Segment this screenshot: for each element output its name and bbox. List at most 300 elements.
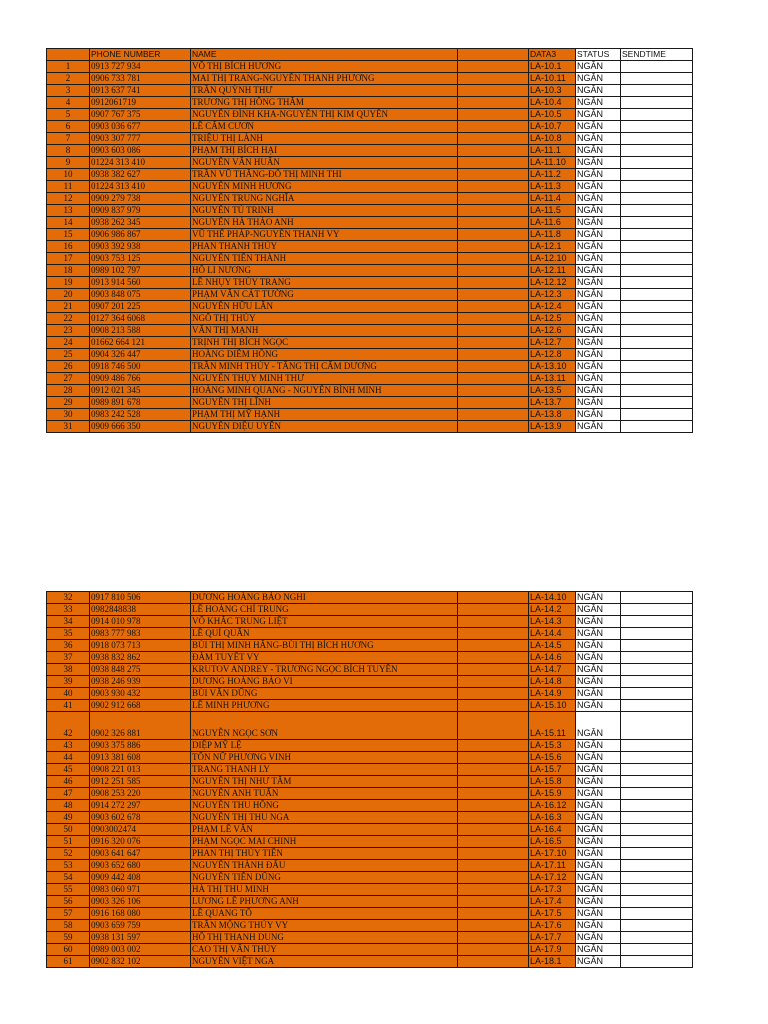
- data3-cell[interactable]: LA-15.7: [529, 764, 576, 776]
- empty-cell[interactable]: [458, 604, 529, 616]
- data3-cell[interactable]: LA-18.1: [529, 956, 576, 968]
- name-cell[interactable]: HỒ THỊ THANH DUNG: [191, 932, 458, 944]
- name-cell[interactable]: NGUYỄN ANH TUẤN: [191, 788, 458, 800]
- name-cell[interactable]: BÙI THỊ MINH HẰNG-BÙI THỊ BÍCH HƯƠNG: [191, 640, 458, 652]
- status-cell[interactable]: NGÂN: [576, 764, 621, 776]
- data3-cell[interactable]: LA-12.1: [529, 241, 576, 253]
- data3-cell[interactable]: LA-12.11: [529, 265, 576, 277]
- header-empty-cell[interactable]: [458, 49, 529, 61]
- phone-cell[interactable]: 0127 364 6068: [90, 313, 191, 325]
- name-cell[interactable]: PHẠM LÊ VÂN: [191, 824, 458, 836]
- empty-cell[interactable]: [458, 944, 529, 956]
- name-cell[interactable]: TRẦN MINH THỦY - TĂNG THỊ CẨM DƯƠNG: [191, 361, 458, 373]
- status-cell[interactable]: NGÂN: [576, 800, 621, 812]
- header-status[interactable]: STATUS: [576, 49, 621, 61]
- empty-cell[interactable]: [458, 193, 529, 205]
- phone-cell[interactable]: 0903 641 647: [90, 848, 191, 860]
- empty-cell[interactable]: [458, 133, 529, 145]
- empty-cell[interactable]: [458, 205, 529, 217]
- status-cell[interactable]: NGÂN: [576, 944, 621, 956]
- data3-cell[interactable]: LA-14.2: [529, 604, 576, 616]
- phone-cell[interactable]: 0907 767 375: [90, 109, 191, 121]
- data3-cell[interactable]: LA-11.4: [529, 193, 576, 205]
- status-cell[interactable]: NGÂN: [576, 752, 621, 764]
- row-number[interactable]: 17: [47, 253, 90, 265]
- row-number[interactable]: 43: [47, 740, 90, 752]
- status-cell[interactable]: NGÂN: [576, 265, 621, 277]
- status-cell[interactable]: NGÂN: [576, 616, 621, 628]
- name-cell[interactable]: LÊ QUANG TÔ: [191, 908, 458, 920]
- empty-cell[interactable]: [458, 349, 529, 361]
- data3-cell[interactable]: LA-10.4: [529, 97, 576, 109]
- data3-cell[interactable]: LA-12.5: [529, 313, 576, 325]
- sendtime-cell[interactable]: [621, 337, 693, 349]
- data3-cell[interactable]: LA-12.12: [529, 277, 576, 289]
- row-number[interactable]: 37: [47, 652, 90, 664]
- data3-cell[interactable]: LA-17.4: [529, 896, 576, 908]
- empty-cell[interactable]: [458, 409, 529, 421]
- phone-cell[interactable]: 0903 848 075: [90, 289, 191, 301]
- status-cell[interactable]: NGÂN: [576, 217, 621, 229]
- empty-cell[interactable]: [458, 85, 529, 97]
- empty-cell[interactable]: [458, 337, 529, 349]
- status-cell[interactable]: NGÂN: [576, 896, 621, 908]
- sendtime-cell[interactable]: [621, 884, 693, 896]
- data3-cell[interactable]: LA-16.12: [529, 800, 576, 812]
- row-number[interactable]: 24: [47, 337, 90, 349]
- name-cell[interactable]: TRIỆU THỊ LÀNH: [191, 133, 458, 145]
- data3-cell[interactable]: LA-11.2: [529, 169, 576, 181]
- phone-cell[interactable]: 0909 442 408: [90, 872, 191, 884]
- name-cell[interactable]: DIỆP MỸ LỆ: [191, 740, 458, 752]
- data3-cell[interactable]: LA-16.3: [529, 812, 576, 824]
- data3-cell[interactable]: LA-17.10: [529, 848, 576, 860]
- name-cell[interactable]: LƯƠNG LÊ PHƯƠNG ANH: [191, 896, 458, 908]
- empty-cell[interactable]: [458, 812, 529, 824]
- phone-cell[interactable]: 0904 326 447: [90, 349, 191, 361]
- row-number[interactable]: 45: [47, 764, 90, 776]
- status-cell[interactable]: NGÂN: [576, 289, 621, 301]
- row-number[interactable]: 55: [47, 884, 90, 896]
- sendtime-cell[interactable]: [621, 277, 693, 289]
- empty-cell[interactable]: [458, 664, 529, 676]
- name-cell[interactable]: NGUYỄN HỮU LÂN: [191, 301, 458, 313]
- row-number[interactable]: 31: [47, 421, 90, 433]
- row-number[interactable]: 6: [47, 121, 90, 133]
- data3-cell[interactable]: LA-10.7: [529, 121, 576, 133]
- sendtime-cell[interactable]: [621, 409, 693, 421]
- status-cell[interactable]: NGÂN: [576, 920, 621, 932]
- status-cell[interactable]: NGÂN: [576, 740, 621, 752]
- name-cell[interactable]: TRANG THANH LY: [191, 764, 458, 776]
- row-number[interactable]: 27: [47, 373, 90, 385]
- row-number[interactable]: 58: [47, 920, 90, 932]
- phone-cell[interactable]: 0983 777 983: [90, 628, 191, 640]
- empty-cell[interactable]: [458, 169, 529, 181]
- empty-cell[interactable]: [458, 776, 529, 788]
- empty-cell[interactable]: [458, 217, 529, 229]
- phone-cell[interactable]: 01662 664 121: [90, 337, 191, 349]
- empty-cell[interactable]: [458, 848, 529, 860]
- sendtime-cell[interactable]: [621, 776, 693, 788]
- name-cell[interactable]: NGUYỄN THỤY MINH THƯ: [191, 373, 458, 385]
- status-cell[interactable]: NGÂN: [576, 61, 621, 73]
- status-cell[interactable]: NGÂN: [576, 640, 621, 652]
- sendtime-cell[interactable]: [621, 373, 693, 385]
- sendtime-cell[interactable]: [621, 265, 693, 277]
- empty-cell[interactable]: [458, 97, 529, 109]
- sendtime-cell[interactable]: [621, 205, 693, 217]
- data3-cell[interactable]: LA-14.6: [529, 652, 576, 664]
- phone-cell[interactable]: 0907 201 225: [90, 301, 191, 313]
- phone-cell[interactable]: 0917 810 506: [90, 592, 191, 604]
- row-number[interactable]: 16: [47, 241, 90, 253]
- name-cell[interactable]: TRƯƠNG THỊ HỒNG THẮM: [191, 97, 458, 109]
- data3-cell[interactable]: LA-15.6: [529, 752, 576, 764]
- empty-cell[interactable]: [458, 652, 529, 664]
- data3-cell[interactable]: LA-14.4: [529, 628, 576, 640]
- data3-cell[interactable]: LA-11.5: [529, 205, 576, 217]
- phone-cell[interactable]: 01224 313 410: [90, 157, 191, 169]
- name-cell[interactable]: ĐÀM TUYẾT VY: [191, 652, 458, 664]
- phone-cell[interactable]: 0989 102 797: [90, 265, 191, 277]
- phone-cell[interactable]: 0913 637 741: [90, 85, 191, 97]
- name-cell[interactable]: TRỊNH THỊ BÍCH NGỌC: [191, 337, 458, 349]
- row-number[interactable]: 2: [47, 73, 90, 85]
- row-number[interactable]: 38: [47, 664, 90, 676]
- empty-cell[interactable]: [458, 740, 529, 752]
- sendtime-cell[interactable]: [621, 932, 693, 944]
- empty-cell[interactable]: [458, 788, 529, 800]
- empty-cell[interactable]: [458, 397, 529, 409]
- phone-cell[interactable]: 0908 221 013: [90, 764, 191, 776]
- phone-cell[interactable]: 0906 986 867: [90, 229, 191, 241]
- data3-cell[interactable]: LA-11.8: [529, 229, 576, 241]
- phone-cell[interactable]: 0903 602 678: [90, 812, 191, 824]
- data3-cell[interactable]: LA-10.1: [529, 61, 576, 73]
- phone-cell[interactable]: 0914 010 978: [90, 616, 191, 628]
- empty-cell[interactable]: [458, 73, 529, 85]
- data3-cell[interactable]: LA-15.9: [529, 788, 576, 800]
- row-number[interactable]: 47: [47, 788, 90, 800]
- name-cell[interactable]: TRẦN QUỲNH THƯ: [191, 85, 458, 97]
- phone-cell[interactable]: 0903 930 432: [90, 688, 191, 700]
- row-number[interactable]: 5: [47, 109, 90, 121]
- sendtime-cell[interactable]: [621, 956, 693, 968]
- row-number[interactable]: 59: [47, 932, 90, 944]
- row-number[interactable]: 48: [47, 800, 90, 812]
- sendtime-cell[interactable]: [621, 241, 693, 253]
- name-cell[interactable]: PHAN THỊ THỦY TIÊN: [191, 848, 458, 860]
- row-number[interactable]: 22: [47, 313, 90, 325]
- name-cell[interactable]: HỒ LI NƯƠNG: [191, 265, 458, 277]
- sendtime-cell[interactable]: [621, 800, 693, 812]
- name-cell[interactable]: NGUYỄN HÀ THẢO ANH: [191, 217, 458, 229]
- header-name[interactable]: NAME: [191, 49, 458, 61]
- data3-cell[interactable]: LA-10.8: [529, 133, 576, 145]
- status-cell[interactable]: NGÂN: [576, 712, 621, 740]
- row-number[interactable]: 25: [47, 349, 90, 361]
- data3-cell[interactable]: LA-13.11: [529, 373, 576, 385]
- sendtime-cell[interactable]: [621, 872, 693, 884]
- data3-cell[interactable]: LA-15.3: [529, 740, 576, 752]
- empty-cell[interactable]: [458, 836, 529, 848]
- phone-cell[interactable]: 0903 036 677: [90, 121, 191, 133]
- row-number[interactable]: 23: [47, 325, 90, 337]
- status-cell[interactable]: NGÂN: [576, 385, 621, 397]
- status-cell[interactable]: NGÂN: [576, 229, 621, 241]
- row-number[interactable]: 20: [47, 289, 90, 301]
- data3-cell[interactable]: LA-17.3: [529, 884, 576, 896]
- name-cell[interactable]: VĂN THỊ MẠNH: [191, 325, 458, 337]
- data3-cell[interactable]: LA-12.7: [529, 337, 576, 349]
- status-cell[interactable]: NGÂN: [576, 604, 621, 616]
- phone-cell[interactable]: 0913 914 560: [90, 277, 191, 289]
- empty-cell[interactable]: [458, 109, 529, 121]
- name-cell[interactable]: TÔN NỮ PHƯƠNG VINH: [191, 752, 458, 764]
- status-cell[interactable]: NGÂN: [576, 277, 621, 289]
- name-cell[interactable]: NGÔ THỊ THÚY: [191, 313, 458, 325]
- name-cell[interactable]: CAO THỊ VÂN THÚY: [191, 944, 458, 956]
- status-cell[interactable]: NGÂN: [576, 241, 621, 253]
- row-number[interactable]: 35: [47, 628, 90, 640]
- name-cell[interactable]: TRẦN MỘNG THÚY VY: [191, 920, 458, 932]
- empty-cell[interactable]: [458, 700, 529, 712]
- data3-cell[interactable]: LA-12.4: [529, 301, 576, 313]
- row-number[interactable]: 46: [47, 776, 90, 788]
- name-cell[interactable]: PHẠM NGỌC MAI CHINH: [191, 836, 458, 848]
- name-cell[interactable]: LÊ HOÀNG CHÍ TRUNG: [191, 604, 458, 616]
- sendtime-cell[interactable]: [621, 61, 693, 73]
- phone-cell[interactable]: 0938 848 275: [90, 664, 191, 676]
- sendtime-cell[interactable]: [621, 421, 693, 433]
- data3-cell[interactable]: LA-11.1: [529, 145, 576, 157]
- status-cell[interactable]: NGÂN: [576, 836, 621, 848]
- status-cell[interactable]: NGÂN: [576, 872, 621, 884]
- row-number[interactable]: 18: [47, 265, 90, 277]
- sendtime-cell[interactable]: [621, 604, 693, 616]
- status-cell[interactable]: NGÂN: [576, 301, 621, 313]
- sendtime-cell[interactable]: [621, 640, 693, 652]
- phone-cell[interactable]: 0902 326 881: [90, 712, 191, 740]
- phone-cell[interactable]: 0989 891 678: [90, 397, 191, 409]
- data3-cell[interactable]: LA-10.3: [529, 85, 576, 97]
- sendtime-cell[interactable]: [621, 97, 693, 109]
- data3-cell[interactable]: LA-13.8: [529, 409, 576, 421]
- data3-cell[interactable]: LA-16.4: [529, 824, 576, 836]
- sendtime-cell[interactable]: [621, 812, 693, 824]
- phone-cell[interactable]: 0916 320 076: [90, 836, 191, 848]
- empty-cell[interactable]: [458, 712, 529, 740]
- phone-cell[interactable]: 0903 392 938: [90, 241, 191, 253]
- row-number[interactable]: 36: [47, 640, 90, 652]
- name-cell[interactable]: TRẦN VŨ THĂNG-ĐỖ THỊ MINH THI: [191, 169, 458, 181]
- name-cell[interactable]: NGUYỄN VIỆT NGA: [191, 956, 458, 968]
- sendtime-cell[interactable]: [621, 325, 693, 337]
- data3-cell[interactable]: LA-11.6: [529, 217, 576, 229]
- row-number[interactable]: 51: [47, 836, 90, 848]
- name-cell[interactable]: NGUYỄN MINH HƯƠNG: [191, 181, 458, 193]
- name-cell[interactable]: NGUYỄN THỊ LĨNH: [191, 397, 458, 409]
- status-cell[interactable]: NGÂN: [576, 932, 621, 944]
- row-number[interactable]: 50: [47, 824, 90, 836]
- sendtime-cell[interactable]: [621, 628, 693, 640]
- sendtime-cell[interactable]: [621, 133, 693, 145]
- phone-cell[interactable]: 0938 262 345: [90, 217, 191, 229]
- name-cell[interactable]: MAI THỊ TRANG-NGUYỄN THANH PHƯƠNG: [191, 73, 458, 85]
- sendtime-cell[interactable]: [621, 740, 693, 752]
- row-number[interactable]: 39: [47, 676, 90, 688]
- data3-cell[interactable]: LA-14.8: [529, 676, 576, 688]
- data3-cell[interactable]: LA-17.11: [529, 860, 576, 872]
- data3-cell[interactable]: LA-14.9: [529, 688, 576, 700]
- status-cell[interactable]: NGÂN: [576, 73, 621, 85]
- sendtime-cell[interactable]: [621, 752, 693, 764]
- data3-cell[interactable]: LA-13.5: [529, 385, 576, 397]
- phone-cell[interactable]: 0918 073 713: [90, 640, 191, 652]
- phone-cell[interactable]: 0916 168 080: [90, 908, 191, 920]
- data3-cell[interactable]: LA-15.10: [529, 700, 576, 712]
- status-cell[interactable]: NGÂN: [576, 409, 621, 421]
- sendtime-cell[interactable]: [621, 652, 693, 664]
- empty-cell[interactable]: [458, 920, 529, 932]
- status-cell[interactable]: NGÂN: [576, 776, 621, 788]
- sendtime-cell[interactable]: [621, 85, 693, 97]
- name-cell[interactable]: NGUYỄN TIẾN THÀNH: [191, 253, 458, 265]
- row-number[interactable]: 56: [47, 896, 90, 908]
- row-number[interactable]: 9: [47, 157, 90, 169]
- sendtime-cell[interactable]: [621, 688, 693, 700]
- name-cell[interactable]: NGUYỄN TÚ TRINH: [191, 205, 458, 217]
- empty-cell[interactable]: [458, 860, 529, 872]
- name-cell[interactable]: PHẠM VĂN CÁT TƯỜNG: [191, 289, 458, 301]
- row-number[interactable]: 11: [47, 181, 90, 193]
- empty-cell[interactable]: [458, 253, 529, 265]
- row-number[interactable]: 52: [47, 848, 90, 860]
- phone-cell[interactable]: 0902 832 102: [90, 956, 191, 968]
- empty-cell[interactable]: [458, 676, 529, 688]
- empty-cell[interactable]: [458, 824, 529, 836]
- row-number[interactable]: 28: [47, 385, 90, 397]
- phone-cell[interactable]: 0938 382 627: [90, 169, 191, 181]
- empty-cell[interactable]: [458, 121, 529, 133]
- name-cell[interactable]: LÊ MINH PHƯƠNG: [191, 700, 458, 712]
- sendtime-cell[interactable]: [621, 121, 693, 133]
- name-cell[interactable]: HOÀNG MINH QUANG - NGUYỄN BÌNH MINH: [191, 385, 458, 397]
- name-cell[interactable]: LÊ NHỤY THÙY TRANG: [191, 277, 458, 289]
- phone-cell[interactable]: 0912 251 585: [90, 776, 191, 788]
- row-number[interactable]: 42: [47, 712, 90, 740]
- row-number[interactable]: 49: [47, 812, 90, 824]
- header-phone-number[interactable]: PHONE NUMBER: [90, 49, 191, 61]
- status-cell[interactable]: NGÂN: [576, 145, 621, 157]
- phone-cell[interactable]: 0909 666 350: [90, 421, 191, 433]
- phone-cell[interactable]: 0913 381 608: [90, 752, 191, 764]
- name-cell[interactable]: HOÀNG DIỄM HỒNG: [191, 349, 458, 361]
- phone-cell[interactable]: 0983 242 528: [90, 409, 191, 421]
- header-sendtime[interactable]: SENDTIME: [621, 49, 693, 61]
- row-number[interactable]: 7: [47, 133, 90, 145]
- sendtime-cell[interactable]: [621, 193, 693, 205]
- name-cell[interactable]: VŨ THẾ PHÁP-NGUYỄN THANH VY: [191, 229, 458, 241]
- empty-cell[interactable]: [458, 688, 529, 700]
- status-cell[interactable]: NGÂN: [576, 85, 621, 97]
- data3-cell[interactable]: LA-10.11: [529, 73, 576, 85]
- empty-cell[interactable]: [458, 385, 529, 397]
- sendtime-cell[interactable]: [621, 181, 693, 193]
- empty-cell[interactable]: [458, 592, 529, 604]
- status-cell[interactable]: NGÂN: [576, 884, 621, 896]
- empty-cell[interactable]: [458, 361, 529, 373]
- phone-cell[interactable]: 0903 307 777: [90, 133, 191, 145]
- phone-cell[interactable]: 0902 912 668: [90, 700, 191, 712]
- name-cell[interactable]: KRUTOV ANDREY - TRƯƠNG NGỌC BÍCH TUYỀN: [191, 664, 458, 676]
- row-number[interactable]: 12: [47, 193, 90, 205]
- row-number[interactable]: 32: [47, 592, 90, 604]
- phone-cell[interactable]: 0903002474: [90, 824, 191, 836]
- sendtime-cell[interactable]: [621, 349, 693, 361]
- sendtime-cell[interactable]: [621, 73, 693, 85]
- empty-cell[interactable]: [458, 145, 529, 157]
- sendtime-cell[interactable]: [621, 361, 693, 373]
- phone-cell[interactable]: 0903 652 680: [90, 860, 191, 872]
- data3-cell[interactable]: LA-12.8: [529, 349, 576, 361]
- status-cell[interactable]: NGÂN: [576, 349, 621, 361]
- row-number[interactable]: 13: [47, 205, 90, 217]
- name-cell[interactable]: DƯƠNG HOÀNG BẢO VI: [191, 676, 458, 688]
- row-number[interactable]: 4: [47, 97, 90, 109]
- sendtime-cell[interactable]: [621, 836, 693, 848]
- empty-cell[interactable]: [458, 289, 529, 301]
- empty-cell[interactable]: [458, 896, 529, 908]
- status-cell[interactable]: NGÂN: [576, 109, 621, 121]
- status-cell[interactable]: NGÂN: [576, 700, 621, 712]
- name-cell[interactable]: VÕ KHẮC TRUNG LIỆT: [191, 616, 458, 628]
- sendtime-cell[interactable]: [621, 616, 693, 628]
- data3-cell[interactable]: LA-12.6: [529, 325, 576, 337]
- empty-cell[interactable]: [458, 157, 529, 169]
- status-cell[interactable]: NGÂN: [576, 824, 621, 836]
- name-cell[interactable]: LÊ CẨM CƯƠN: [191, 121, 458, 133]
- status-cell[interactable]: NGÂN: [576, 848, 621, 860]
- phone-cell[interactable]: 0903 375 886: [90, 740, 191, 752]
- empty-cell[interactable]: [458, 956, 529, 968]
- data3-cell[interactable]: LA-15.8: [529, 776, 576, 788]
- status-cell[interactable]: NGÂN: [576, 325, 621, 337]
- sendtime-cell[interactable]: [621, 592, 693, 604]
- empty-cell[interactable]: [458, 241, 529, 253]
- phone-cell[interactable]: 0938 832 862: [90, 652, 191, 664]
- phone-cell[interactable]: 0918 746 500: [90, 361, 191, 373]
- sendtime-cell[interactable]: [621, 788, 693, 800]
- data3-cell[interactable]: LA-12.10: [529, 253, 576, 265]
- data3-cell[interactable]: LA-17.7: [529, 932, 576, 944]
- sendtime-cell[interactable]: [621, 896, 693, 908]
- row-number[interactable]: 14: [47, 217, 90, 229]
- data3-cell[interactable]: LA-13.10: [529, 361, 576, 373]
- empty-cell[interactable]: [458, 752, 529, 764]
- row-number[interactable]: 53: [47, 860, 90, 872]
- data3-cell[interactable]: LA-11.10: [529, 157, 576, 169]
- name-cell[interactable]: NGUYỄN THU HỒNG: [191, 800, 458, 812]
- phone-cell[interactable]: 0982848838: [90, 604, 191, 616]
- name-cell[interactable]: NGUYỄN NGỌC SƠN: [191, 712, 458, 740]
- name-cell[interactable]: NGUYỄN TIẾN DŨNG: [191, 872, 458, 884]
- empty-cell[interactable]: [458, 265, 529, 277]
- sendtime-cell[interactable]: [621, 313, 693, 325]
- empty-cell[interactable]: [458, 61, 529, 73]
- status-cell[interactable]: NGÂN: [576, 133, 621, 145]
